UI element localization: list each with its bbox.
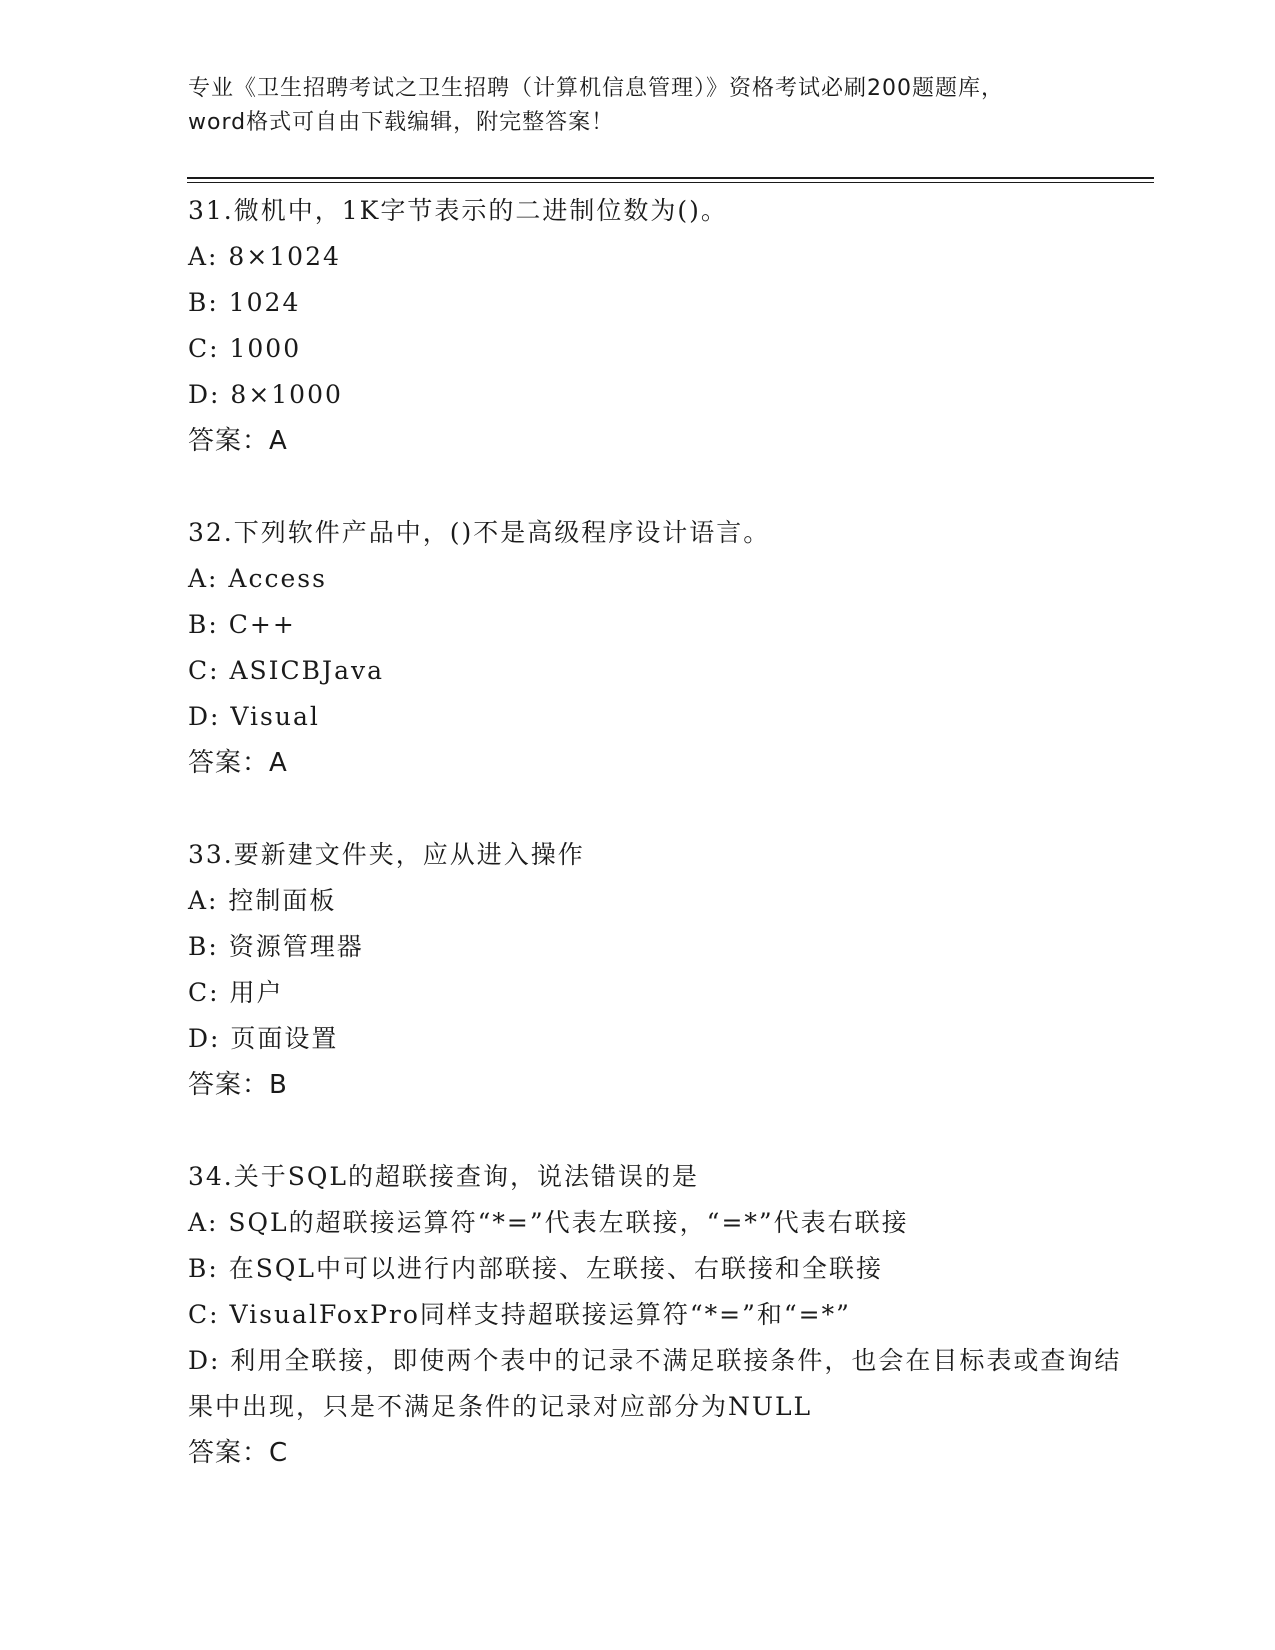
question-stem: 34.关于SQL的超联接查询，说法错误的是 [188, 1162, 699, 1191]
header-line-2: word格式可自由下载编辑，附完整答案！ [188, 110, 615, 135]
option-c: C: ASICBJava [188, 656, 385, 685]
answer: 答案：A [188, 426, 288, 456]
question-33 [188, 832, 1148, 1108]
option-d: D: Visual [188, 702, 320, 731]
question-34 [188, 1154, 1148, 1476]
option-c: C: VisualFoxPro同样支持超联接运算符“*=”和“=*” [188, 1300, 851, 1329]
option-a: A: 8×1024 [188, 242, 341, 271]
option-c: C: 用户 [188, 978, 284, 1007]
option-d: D: 页面设置 [188, 1024, 339, 1053]
answer: 答案：B [188, 1070, 288, 1100]
answer: 答案：A [188, 748, 288, 778]
option-c: C: 1000 [188, 334, 302, 363]
question-stem: 33.要新建文件夹，应从进入操作 [188, 840, 585, 869]
question-list [188, 188, 1148, 1522]
option-a: A: Access [188, 564, 327, 593]
option-b: B: 在SQL中可以进行内部联接、左联接、右联接和全联接 [188, 1254, 883, 1283]
option-b: B: C++ [188, 610, 296, 639]
option-a: A: SQL的超联接运算符“*=”代表左联接，“=*”代表右联接 [188, 1208, 909, 1237]
option-b: B: 1024 [188, 288, 301, 317]
option-a: A: 控制面板 [188, 886, 337, 915]
header-divider [187, 177, 1154, 183]
question-31 [188, 188, 1148, 464]
header-line-1: 专业《卫生招聘考试之卫生招聘（计算机信息管理）》资格考试必刷200题题库， [188, 76, 1004, 101]
question-32 [188, 510, 1148, 786]
question-stem: 32.下列软件产品中，()不是高级程序设计语言。 [188, 518, 771, 547]
answer: 答案：C [188, 1438, 289, 1468]
question-stem: 31.微机中，1K字节表示的二进制位数为()。 [188, 196, 728, 225]
option-d: D: 利用全联接，即使两个表中的记录不满足联接条件，也会在目标表或查询结果中出现，只是不满足条件的记录对应部分为NULL [188, 1346, 1122, 1421]
option-d: D: 8×1000 [188, 380, 343, 409]
option-b: B: 资源管理器 [188, 932, 364, 961]
document-header [188, 72, 1088, 140]
